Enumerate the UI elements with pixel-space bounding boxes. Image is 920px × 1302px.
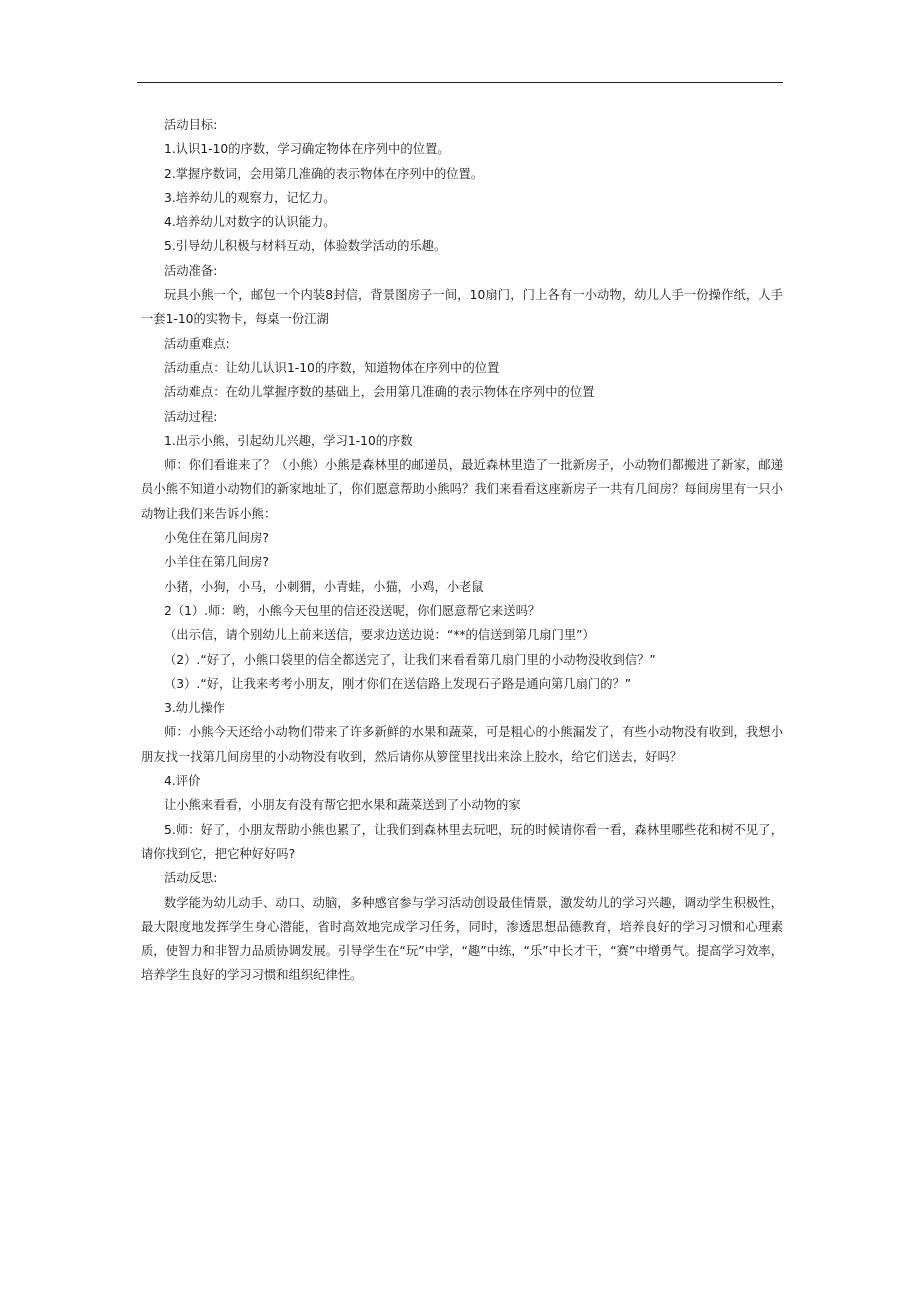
step2-note: （出示信，请个别幼儿上前来送信，要求边送边说：“**的信送到第几扇门里”） (164, 628, 595, 643)
step1-title: 1.出示小熊，引起幼儿兴趣，学习1-10的序数 (164, 433, 413, 448)
goal-item: 2.掌握序数词，会用第几准确的表示物体在序列中的位置。 (164, 166, 484, 181)
step2-part2: （2）.“好了，小熊口袋里的信全都送完了，让我们来看看第几扇门里的小动物没收到信？” (164, 652, 656, 667)
prep-heading: 活动准备: (164, 263, 218, 278)
goals-heading: 活动目标: (164, 118, 218, 132)
question-rabbit: 小兔住在第几间房? (164, 531, 269, 546)
step5-text: 5.师：好了，小朋友帮助小熊也累了，让我们到森林里去玩吧，玩的时候请你看一看，森林里哪些花和树不见了，请你找到它，把它种好好吗? (141, 822, 783, 861)
step4-text: 让小熊来看看，小朋友有没有帮它把水果和蔬菜送到了小动物的家 (164, 798, 521, 813)
process-heading: 活动过程: (164, 409, 218, 424)
key-heading: 活动重难点: (164, 336, 230, 351)
step2-part1: 2（1）.师：哟，小熊今天包里的信还没送呢，你们愿意帮它来送吗？ (164, 603, 541, 618)
goal-item: 4.培养幼儿对数字的认识能力。 (164, 215, 336, 230)
reflection-text: 数学能为幼儿动手、动口、动脑，多种感官参与学习活动创设最佳情景，激发幼儿的学习兴趣，调动学生积极性，最大限度地发挥学生身心潜能，省时高效地完成学习任务，同时，渗透思想品德教育，培养良好的学习习惯和心理素质，使智力和非智力品质协调发展。引导学生在“玩”中学，“趣”中练，“乐”中长才干，“赛”中增勇气。提高学习效率，培养学生良好的学习习惯和组织纪律性。 (141, 895, 783, 983)
reflection-heading: 活动反思: (164, 871, 218, 886)
prep-text: 玩具小熊一个，邮包一个内装8封信，背景图房子一间，10扇门，门上各有一小动物，幼儿人手一份操作纸，人手一套1-10的实物卡，每桌一份江湖 (141, 288, 783, 327)
document-body (141, 113, 783, 988)
key-point: 活动重点：让幼儿认识1-10的序数，知道物体在序列中的位置 (164, 360, 500, 375)
step3-title: 3.幼儿操作 (164, 701, 225, 716)
step4-title: 4.评价 (164, 774, 201, 789)
header-rule (137, 82, 783, 83)
goal-item: 5.引导幼儿积极与材料互动，体验数学活动的乐趣。 (164, 239, 447, 254)
goal-item: 1.认识1-10的序数，学习确定物体在序列中的位置。 (164, 142, 450, 157)
difficult-point: 活动难点：在幼儿掌握序数的基础上，会用第几准确的表示物体在序列中的位置 (164, 385, 595, 400)
animals-list: 小猪，小狗，小马，小刺猬，小青蛙，小猫，小鸡，小老鼠 (164, 579, 484, 594)
goal-item: 3.培养幼儿的观察力，记忆力。 (164, 190, 336, 205)
step3-text: 师：小熊今天还给小动物们带来了许多新鲜的水果和蔬菜，可是粗心的小熊漏发了，有些小动物没有收到，我想小朋友找一找第几间房里的小动物没有收到，然后请你从箩筐里找出来涂上胶水，给它们送去，好吗？ (141, 725, 783, 764)
step1-text: 师：你们看谁来了？（小熊）小熊是森林里的邮递员，最近森林里造了一批新房子，小动物们都搬进了新家，邮递员小熊不知道小动物们的新家地址了，你们愿意帮助小熊吗？我们来看看这座新房子一共有几间房？每间房里有一只小动物让我们来告诉小熊： (141, 458, 783, 521)
step2-part3: （3）.“好，让我来考考小朋友，刚才你们在送信路上发现石子路是通向第几扇门的？” (164, 676, 632, 691)
question-sheep: 小羊住在第几间房? (164, 555, 269, 570)
